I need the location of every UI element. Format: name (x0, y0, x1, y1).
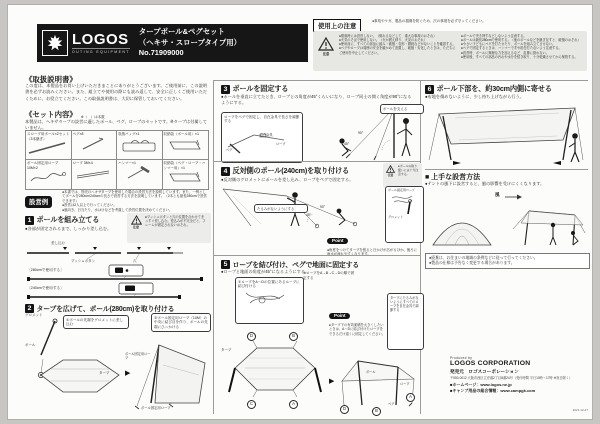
step1-warning-sign: 注意 (129, 215, 143, 241)
step2-callout2: ②ポール固定用ロープ（10M）の中央に結び目を作り、ポールの先端にひっかける (151, 313, 211, 332)
company-name-en: LOGOS CORPORATION (450, 360, 531, 367)
caution-item: ●強風時には設営しない。（倒れるなどして、重大な事故のおそれ） (339, 34, 437, 38)
company-name-jp: 発売元 ロゴスコーポレーション (450, 369, 519, 374)
maple-leaf-icon (46, 34, 64, 52)
step6-number: 6 (425, 85, 434, 94)
corner-a-marker: A (289, 400, 298, 409)
next-arrow-icon: ▶ (125, 370, 131, 377)
rope-illustration (73, 166, 115, 180)
step3-callout (221, 112, 303, 163)
title-line1: タープポール&ペグセット (138, 27, 225, 37)
peg-label: ペグ (388, 402, 395, 406)
step3-callout-text: ロープをペグで固定し、自在金具で長さを調節する (224, 114, 300, 124)
homepage-link: ■ホームページ：www.logos.ne.jp (450, 381, 512, 387)
item-label: ペグ×8 (72, 132, 84, 136)
step4-point-text: ●角度をつけてタープを張ると日かげが広がるほか、後ろに雨水が流れやすくなります。 (327, 248, 418, 257)
pole-inward-drawing (425, 102, 588, 166)
rope-label: ロープ (276, 142, 286, 146)
step4-bullet: ●反対側のグロメットにポールを差し込み、ロープをペグで固定する。 (221, 177, 354, 182)
caution-sign-label: 注意 (322, 52, 330, 56)
step6-bullet: ●布地を傷めないように、少し持ち上げながら行う。 (425, 94, 524, 99)
step5-point-text: ●タープ下の有効面積を大きくしたいときは、A〜Dに結び付けたロープをできるだけ遠くに固定してください。 (329, 323, 386, 336)
contents-heading: 《セット内容》 (25, 110, 77, 119)
step2-header (25, 303, 174, 313)
grommet-rope-sketch (388, 192, 416, 216)
hammer-illustration (118, 166, 160, 180)
step5-point (329, 304, 386, 336)
fix-rope-label-bottom: ポール固定用ロープ (141, 406, 171, 410)
push-button-label: プッシュボタン (71, 259, 96, 263)
angle-90-label: 90° (320, 205, 325, 209)
contents-cell (26, 131, 72, 160)
note-item: ●製品の仕様は予告なく変更する場合があります。 (429, 260, 515, 265)
angle-45-label: 45° (306, 213, 311, 217)
caution-item: ●火気のそばで使用しない。（火が燃え移り、火災のおそれ） (339, 38, 427, 43)
corner-d-marker: D (340, 405, 349, 414)
step1-bullet: ●各部が固定されるまで、しっかり差し込む。 (25, 226, 112, 231)
step5-rule (213, 255, 420, 256)
step5-hexagon-diagram (221, 330, 327, 414)
step6-header (425, 84, 552, 94)
tarp-label: タープ (99, 371, 110, 375)
step3-header (221, 84, 288, 94)
step4-point (327, 229, 418, 257)
jizai-label: 自在金具 (260, 133, 273, 137)
title-line2: （ヘキサ・スロープタイプ用） (138, 37, 242, 47)
contents-cell (72, 160, 118, 189)
warning-triangle-icon (318, 37, 334, 51)
caution-item: ●使用前に、すべての部品に緩み・破損・変形・磨耗などがないことを確認する。 (339, 42, 456, 47)
item-label: 収納袋（ポール用）×1 (163, 132, 199, 136)
caution-item: ●ペグで固定するときは、ハンマーで手や指を打たないよう注意する。 (461, 46, 562, 51)
angle-45-label: 45° (344, 142, 350, 146)
step3-number: 3 (221, 85, 230, 94)
step5-callout2: ②ロープをA→B→C→Dの順で固定する (303, 271, 355, 280)
step1-diagram (25, 241, 207, 301)
step5-callout1 (235, 277, 304, 324)
step2-callout1: ①ポールの先端をグロメットに差し込む (63, 315, 129, 329)
step5-header (221, 259, 359, 269)
cautions-col-right (461, 34, 583, 59)
pole-illustration (27, 141, 67, 155)
example-bullet: ●本書では、別売のヘキサタープを使用した場合の設営方法を説明しています。また、一例としてポールを280cm/240cmの長さで設営する方法を説明しています。（2本とも最長280cmで設営できます） (62, 190, 207, 203)
rope-label: ロープ (400, 382, 410, 386)
warning-triangle-icon (131, 215, 142, 225)
step4-point-label: Point (327, 238, 348, 244)
hole-label: 穴 (133, 259, 137, 263)
contents-cell (117, 160, 163, 189)
step5-callout3: タープにたるみがないようにすべてのロープを自在金具で調節する (387, 293, 424, 350)
caution-item: ●設営時、ポールに無理な力を加えるなど、乱暴に扱わない。 (461, 50, 549, 55)
peg-illustration (73, 137, 113, 151)
step4-slack-callout: たるみがないようにする (254, 204, 308, 213)
contents-note: ※（ ）は本数 (80, 115, 105, 120)
note-item: ●廃棄は、お住まいの地域の条例などに従って行ってください。 (429, 256, 538, 260)
step3-support-callout: ポールを支える (380, 104, 424, 114)
caution-item: ●ペグやロープは周囲の安全を確かめて設置し、破損・劣化したときは、ただちにご使用を中止してください。 (339, 46, 456, 55)
angle-90-label: 90° (358, 131, 364, 135)
cautions-box (313, 31, 587, 71)
caution-item: ●小さい子どもにペグを打たせたり、ポールを組み立てさせない。 (461, 42, 556, 47)
shop-link: ■キャンプ用品の総合情報：www.campgk.com (450, 387, 536, 393)
cautions-intro: ●事故やケガ、製品の損傷を防ぐため、次の事項を必ず守ってください。 (372, 19, 486, 23)
fix-rope-label: ポール固定用ロープ (125, 352, 151, 360)
footer (450, 356, 588, 412)
fix-rope-illustration (27, 170, 69, 184)
item-label: ポール固定用ロープ 10M×2 (27, 161, 59, 170)
contents-body: 本製品は、ヘキサタープの設営に適したポール、ペグ、ロープのセットです。※タープは付属していません。 (25, 119, 207, 131)
caution-sign (316, 37, 336, 56)
step4-rule (213, 161, 420, 162)
use-240-label: 〔240cmで使用する〕 (27, 286, 64, 290)
contents-cell (163, 131, 209, 160)
corner-a-marker: A (406, 393, 415, 402)
step4-warning-sign: 注意 (385, 165, 396, 186)
step4-inset-top-label: ポール固定用ロープ (388, 187, 415, 192)
example-bullet: ●風向き、日当たり、水はけなどを考慮して設営位置を決めてください。 (62, 207, 173, 212)
item-label: ハンマー×1 (118, 161, 136, 165)
document-title (139, 27, 241, 58)
use-280-label: 〔280cmで使用する〕 (27, 268, 64, 272)
item-label: スロープ用ポール×2セット（3本継ぎ） (27, 132, 70, 141)
contents-cell (163, 160, 209, 189)
pole-sack-illustration (164, 137, 206, 153)
corner-d-marker: D (247, 332, 256, 341)
example-bullets (62, 190, 207, 212)
logo-leaf-box (42, 30, 68, 56)
step5-number: 5 (221, 260, 230, 269)
pole-label: ポール (25, 343, 36, 347)
tent-windward-drawing (425, 189, 588, 251)
bag-illustration (118, 137, 160, 153)
step2-diagram (25, 313, 207, 414)
item-label: ロープ 3M×4 (72, 161, 93, 165)
caution-item: ●ポールは最長280cmで使用する。（他のポールなどを継ぎ足すと、破損のおそれ） (461, 38, 581, 43)
caution-item: ●ポールで突き押すなどしないよう注意する。 (461, 34, 527, 38)
warning-triangle-icon (386, 165, 395, 173)
item-label: 収納バッグ×1 (118, 132, 140, 136)
step1-number: 1 (25, 216, 34, 225)
grommet-label: グロメット (25, 313, 43, 317)
next-arrow-icon: ▶ (329, 378, 335, 385)
loop-knot-sketch (238, 289, 294, 309)
step4-inset-grommet-label: グロメット (388, 215, 404, 220)
step5-title: ロープを結び付け、ペグで地面に固定する (232, 262, 359, 269)
step4-warning-text: ●ポールの取り扱いには十分注意する。 (398, 164, 419, 176)
peg-sack-illustration (164, 170, 206, 184)
contents-cell (72, 131, 118, 160)
step1-warning-text: ●プッシュボタンと穴の位置を合わせてまっすぐ差し込む。差込みが不完全だと、フレームが固定されないおそれ。 (145, 215, 206, 228)
item-label: 収納袋（ペグ・ロープ・ハンマー用）×1 (163, 161, 206, 170)
contents-cell (117, 131, 163, 160)
tips-rule (425, 169, 588, 170)
peg-label: ペグ (226, 148, 233, 152)
step4-title: 反対側のポール(240cm)を取り付ける (232, 166, 349, 175)
step6-scene (425, 102, 588, 166)
title-line3: No.71909000 (138, 48, 184, 58)
manual-heading: 《取扱説明書》 (25, 75, 77, 84)
column-divider-left (213, 80, 214, 414)
company-address: 〒550-0012 大阪市西区立売堀2丁目8番24号（受付時間 平日10時〜17時 ※祝日除く） (450, 376, 573, 380)
step5-callout1-text: ①ロープをA〜Dの位置にあるループに結び付ける (238, 279, 300, 289)
step3-title: ポールを固定する (232, 84, 289, 93)
tips-bullet: ●テントの風下に設営すると、風の影響を受けにくくなります。 (425, 181, 545, 186)
contents-table (25, 130, 209, 190)
insert-label: 差し込む (51, 241, 65, 245)
step2-number: 2 (25, 304, 34, 313)
step1-header (25, 215, 99, 225)
header-bar (37, 24, 308, 62)
cautions-label: 使用上の注意 (313, 15, 361, 33)
step5-erected-diagram (340, 347, 418, 414)
produced-by: Produced by (450, 356, 473, 360)
step5-point-label: Point (329, 313, 350, 319)
step4-header (221, 166, 349, 176)
step4-warning (383, 163, 422, 188)
tarp-label: タープ (221, 348, 232, 352)
example-bullet: ●設営は2人以上で行ってください。 (62, 203, 117, 208)
manual-body: この度は、本製品をお買い上げいただきまことにありがとうございます。ご使用前に、この説明書を必ずお読みください。また、組立てや使用の際にも読み返して、安全に正しくご使用いただくために、お役立てください。この取扱説明書は、大切に保管しておいてください。 (25, 83, 207, 101)
corner-b-marker: B (372, 407, 381, 416)
corner-b-marker: B (289, 332, 298, 341)
brand-name: LOGOS (72, 30, 129, 48)
logo-text (72, 32, 130, 55)
step3-bullet: ●ポールを垂直に立てたとき、ロープとの角度が45°くらいになり、ロープ同士の開く角度が90°になるようにする。 (221, 94, 412, 105)
wind-label: 風 (495, 192, 500, 197)
caution-item: ●使用後、すべての部品の汚れや水分を拭き取り、十分乾燥させてから保管する。 (461, 54, 578, 59)
contents-cell (26, 160, 72, 189)
print-code: 2021-12-47 (572, 408, 588, 412)
step6-title: ポール下部を、約30cm内側に寄せる (436, 84, 552, 93)
example-badge: 設営例 (25, 191, 52, 209)
erected-tarp-drawing (340, 347, 418, 414)
step1-title: ポールを組み立てる (36, 215, 100, 224)
tips-heading: ■ 上手な設営方法 (425, 174, 481, 181)
corner-c-marker: C (247, 400, 256, 409)
brand-subtitle: OUTING EQUIPMENT (72, 50, 130, 55)
notes-box (425, 253, 590, 269)
column-divider-right (420, 80, 421, 414)
step5-bullet: ●ロープと地面の角度が45°になるようにする。 (221, 269, 310, 274)
hexagon-tarp-drawing (221, 330, 327, 414)
pole-label: ポール (366, 370, 376, 374)
step1-warning (127, 213, 211, 243)
step2-title: タープを広げて、ポール(280cm)を取り付ける (36, 306, 175, 313)
tips-scene (425, 189, 588, 251)
top-rule (213, 80, 588, 81)
cautions-col-left (339, 34, 457, 55)
step4-number: 4 (221, 167, 230, 176)
